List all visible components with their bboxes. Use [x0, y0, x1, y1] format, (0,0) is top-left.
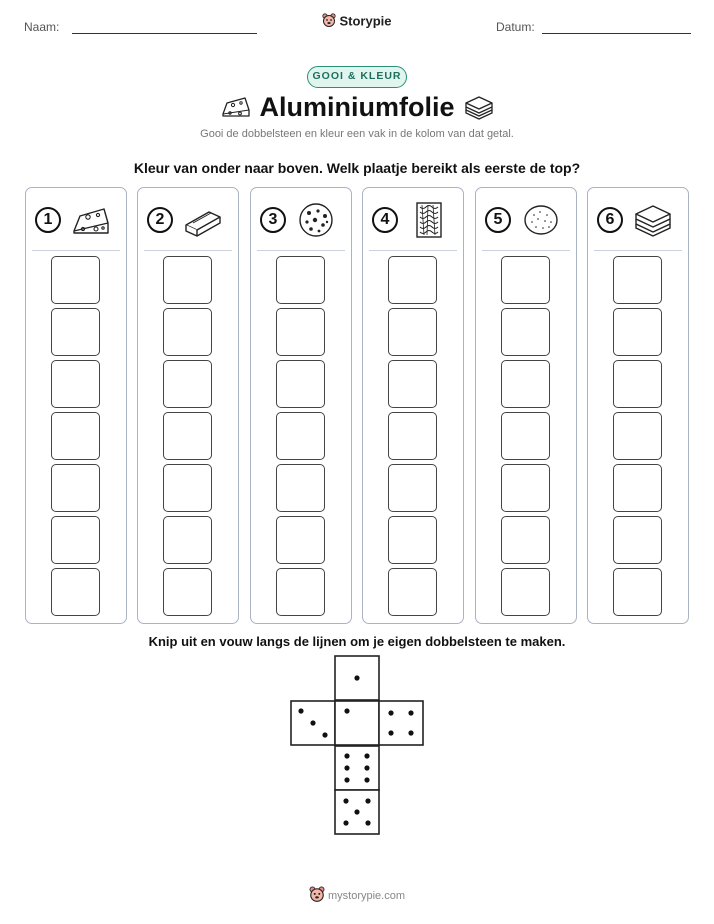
footer: [0, 886, 714, 906]
column-number: 5: [485, 207, 511, 233]
footer-url[interactable]: mystorypie.com: [327, 889, 406, 902]
die-face-4: [379, 701, 423, 745]
cut-instruction: Knip uit en vouw langs de lijnen om je eigen dobbelsteen te maken.: [148, 634, 566, 649]
column-number: 1: [35, 207, 61, 233]
subtitle: Gooi de dobbelsteen en kleur een vak in de kolom van dat getal.: [200, 128, 514, 140]
column-number: 6: [597, 207, 623, 233]
page-title: Aluminiumfolie: [259, 92, 455, 122]
column-number: 2: [147, 207, 173, 233]
die-face-1: [335, 701, 379, 745]
activity-badge: GOOI & KLEUR: [307, 66, 407, 88]
column-number: 4: [372, 207, 398, 233]
date-label: Datum:: [496, 20, 535, 34]
name-label: Naam:: [24, 20, 60, 34]
column-number: 3: [260, 207, 286, 233]
die-face-6: [335, 746, 379, 790]
instruction: Kleur van onder naar boven. Welk plaatje bereikt als eerste de top?: [133, 160, 581, 176]
storypie-logo-icon: [309, 886, 325, 906]
brand-name: Storypie: [339, 13, 392, 29]
